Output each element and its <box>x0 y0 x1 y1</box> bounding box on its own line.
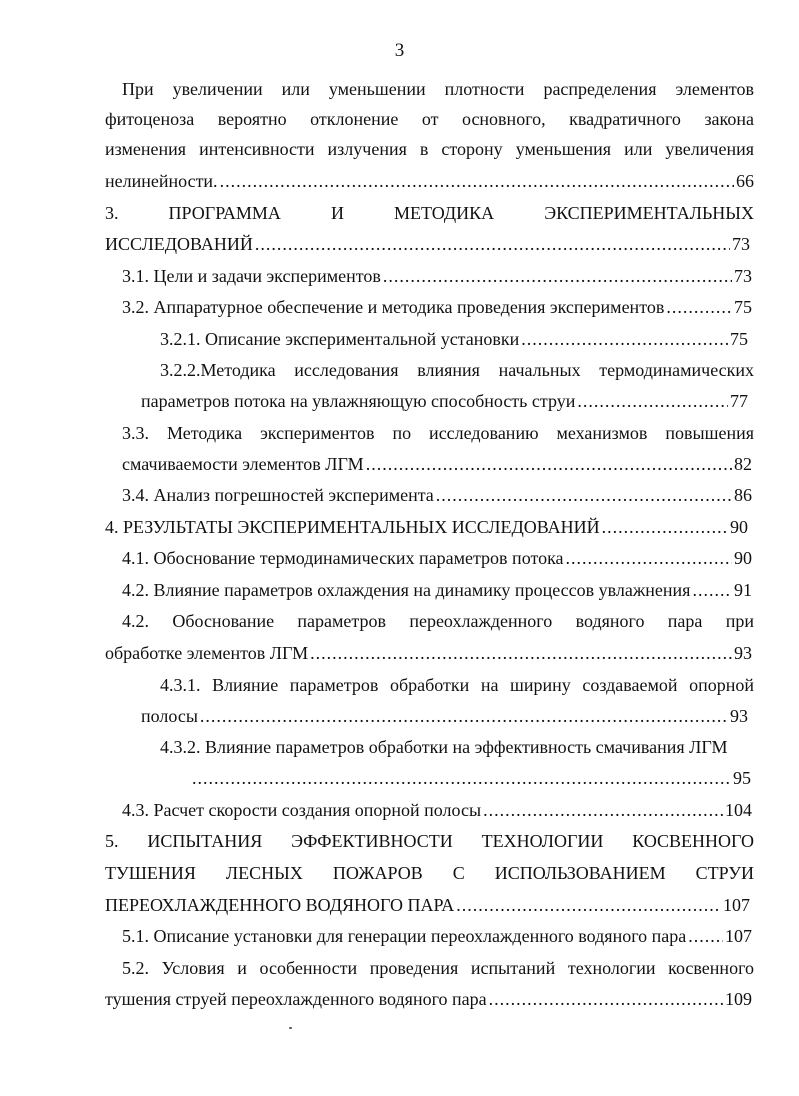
toc-leader <box>489 984 723 1014</box>
toc-page-number: 75 <box>730 329 748 349</box>
toc-entry-text: смачиваемости элементов ЛГМ <box>122 454 364 474</box>
toc-page-number: 93 <box>730 706 748 726</box>
toc-entry[interactable] <box>105 166 754 196</box>
toc-leader <box>436 480 732 510</box>
toc-entry-text: параметров потока на увлажняющую способность струи <box>141 391 576 411</box>
toc-entry-text: 4.2. Влияние параметров охлаждения на динамику процессов увлажнения <box>122 580 691 600</box>
toc-entry-text: 3.3. Методика экспериментов по исследованию механизмов повышения <box>122 423 754 443</box>
toc-page-number: 109 <box>725 989 752 1009</box>
toc-chapter-heading: 4. РЕЗУЛЬТАТЫ ЭКСПЕРИМЕНТАЛЬНЫХ ИССЛЕДОВАНИЙ <box>105 517 600 537</box>
toc-leader <box>566 543 732 573</box>
toc-entry-text: 4.3.1. Влияние параметров обработки на ширину создаваемой опорной <box>160 675 754 695</box>
toc-chapter-heading: 3. ПРОГРАММА И МЕТОДИКА ЭКСПЕРИМЕНТАЛЬНЫХ <box>105 203 754 223</box>
toc-entry[interactable] <box>122 543 752 573</box>
toc-entry-text: обработке элементов ЛГМ <box>105 643 309 663</box>
toc-entry-text: 3.4. Анализ погрешностей эксперимента <box>122 485 434 505</box>
toc-entry[interactable] <box>122 292 752 322</box>
toc-page-number: 90 <box>734 548 752 568</box>
toc-page-number: 77 <box>730 391 748 411</box>
toc-entry-text: 3.2.1. Описание экспериментальной установки <box>160 329 520 349</box>
toc-entry[interactable] <box>105 638 752 668</box>
toc-leader <box>383 261 732 291</box>
toc-leader <box>692 575 732 605</box>
toc-page-number: 95 <box>733 768 751 788</box>
toc-entry-text: 4.2. Обоснование параметров переохлажденного водяного пара при <box>122 611 754 631</box>
toc-entry[interactable] <box>122 261 752 291</box>
toc-entry[interactable] <box>122 921 752 951</box>
page-number: 3 <box>394 40 405 61</box>
toc-leader <box>602 512 728 542</box>
toc-entry[interactable] <box>122 449 752 479</box>
toc-entry[interactable] <box>105 984 752 1014</box>
toc-chapter-heading: ПЕРЕОХЛАЖДЕННОГО ВОДЯНОГО ПАРА <box>105 895 455 915</box>
toc-entry[interactable] <box>141 386 748 416</box>
toc-entry-text: 3.2.2.Методика исследования влияния начальных термодинамических <box>160 360 754 380</box>
toc-entry-text: 4.1. Обоснование термодинамических параметров потока <box>122 548 564 568</box>
toc-leader <box>200 701 728 731</box>
toc-page-number: 93 <box>734 643 752 663</box>
toc-entry[interactable] <box>105 229 750 259</box>
toc-chapter-heading: ТУШЕНИЯ ЛЕСНЫХ ПОЖАРОВ С ИСПОЛЬЗОВАНИЕМ СТРУИ <box>105 863 754 883</box>
toc-entry[interactable] <box>192 763 751 793</box>
toc-page-number: 73 <box>732 234 750 254</box>
toc-entry-text: 4.3.2. Влияние параметров обработки на эффективность смачивания ЛГМ <box>160 737 728 757</box>
toc-entry-text: фитоценоза вероятно отклонение от основного, квадратичного закона <box>105 109 754 129</box>
toc-leader <box>483 795 723 825</box>
toc-entry-text: 3.1. Цели и задачи экспериментов <box>122 266 381 286</box>
toc-entry-text: тушения струей переохлажденного водяного пара <box>105 989 487 1009</box>
toc-entry[interactable] <box>141 701 748 731</box>
toc-leader <box>255 229 730 259</box>
toc-entry[interactable] <box>122 480 752 510</box>
toc-page-number: 91 <box>734 580 752 600</box>
toc-leader <box>456 890 721 920</box>
scan-speck <box>289 1027 292 1029</box>
toc-leader <box>310 638 732 668</box>
toc-chapter-heading: 5. ИСПЫТАНИЯ ЭФФЕКТИВНОСТИ ТЕХНОЛОГИИ КОСВЕННОГО <box>105 831 754 851</box>
toc-entry-text: изменения интенсивности излучения в сторону уменьшения или увеличения <box>105 139 754 159</box>
toc-entry-text: 5.2. Условия и особенности проведения испытаний технологии косвенного <box>122 958 754 978</box>
toc-entry-text: 5.1. Описание установки для генерации переохлажденного водяного пара <box>122 926 687 946</box>
toc-page-number: 104 <box>725 800 752 820</box>
toc-entry-text: полосы <box>141 706 198 726</box>
toc-entry[interactable] <box>160 324 748 354</box>
toc-entry-text: 4.3. Расчет скорости создания опорной полосы <box>122 800 482 820</box>
toc-page-number: 107 <box>725 926 752 946</box>
toc-leader <box>192 763 731 793</box>
toc-page-number: 86 <box>734 485 752 505</box>
toc-page-number: 75 <box>734 297 752 317</box>
toc-entry-text: нелинейности. <box>105 171 218 191</box>
toc-entry-text: При увеличении или уменьшении плотности распределения элементов <box>122 79 754 99</box>
toc-entry[interactable] <box>105 512 748 542</box>
toc-page-number: 107 <box>723 895 750 915</box>
toc-page-number: 73 <box>734 266 752 286</box>
toc-entry-text: ИССЛЕДОВАНИЙ <box>105 234 253 254</box>
toc-page-number: 90 <box>730 517 748 537</box>
toc-leader <box>220 166 734 196</box>
toc-page-number: 82 <box>734 454 752 474</box>
toc-entry[interactable] <box>105 890 750 920</box>
toc-leader <box>666 292 732 322</box>
toc-entry[interactable] <box>122 795 752 825</box>
toc-page-number: 66 <box>736 171 754 191</box>
toc-leader <box>577 386 728 416</box>
toc-leader <box>521 324 728 354</box>
toc-leader <box>688 921 723 951</box>
toc-leader <box>366 449 732 479</box>
toc-entry-text: 3.2. Аппаратурное обеспечение и методика проведения экспериментов <box>122 297 665 317</box>
toc-entry[interactable] <box>122 575 752 605</box>
